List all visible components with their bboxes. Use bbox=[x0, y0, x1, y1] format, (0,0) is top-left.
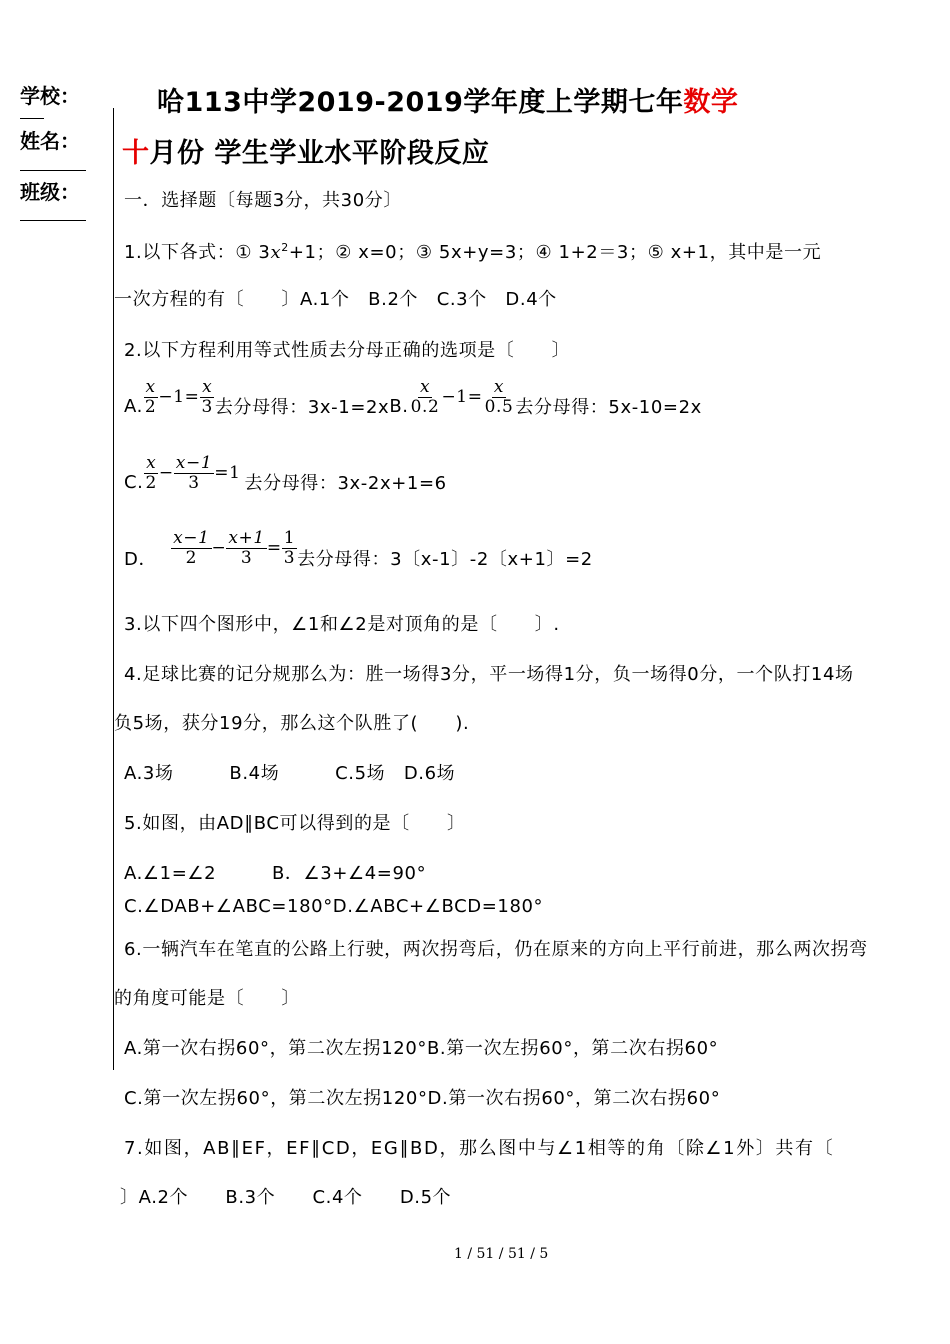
q2-b-mid: −1= bbox=[441, 387, 483, 407]
q2-c-frac1: $\frac{x}{2}$ bbox=[145, 452, 157, 493]
q1-line1 bbox=[124, 238, 821, 264]
q5-stem: 5.如图，由AD∥BC可以得到的是〔 〕 bbox=[124, 813, 466, 834]
q2-b-label: B. bbox=[389, 395, 409, 417]
q6-line1: 6.一辆汽车在笔直的公路上行驶，两次拐弯后，仍在原来的方向上平行前进，那么两次拐弯 bbox=[124, 939, 868, 960]
q2-d-frac1: $\frac{x-1}{2}$ bbox=[173, 527, 210, 568]
school-underline bbox=[20, 118, 44, 119]
q2-d-frac2: $\frac{x+1}{3}$ bbox=[228, 527, 265, 568]
q1-exponent: 2 bbox=[281, 241, 289, 254]
q2-d-eq: = bbox=[266, 538, 282, 558]
q4-options: A.3场 B.4场 C.5场 D.6场 bbox=[124, 763, 456, 784]
q2-c-mid: − bbox=[158, 463, 174, 483]
title-text-2: 月份 学生学业水平阶段反应 bbox=[149, 138, 490, 169]
page-number: 1 / 51 / 51 / 5 bbox=[454, 1246, 549, 1262]
q5-options-ab: A.∠1=∠2 B．∠3+∠4=90° bbox=[124, 863, 427, 884]
q6-options-ab: A.第一次右拐60°，第二次左拐120°B.第一次左拐60°，第二次右拐60° bbox=[124, 1038, 719, 1059]
q5-options-cd: C.∠DAB+∠ABC=180°D.∠ABC+∠BCD=180° bbox=[124, 896, 544, 917]
q2-b-frac2: $\frac{x}{0.5}$ bbox=[484, 376, 514, 417]
q2-option-c bbox=[124, 450, 447, 496]
q6-line2: 的角度可能是〔 〕 bbox=[114, 988, 300, 1009]
q2-a-mid: −1= bbox=[158, 387, 200, 407]
name-underline bbox=[20, 170, 86, 171]
q4-line1: 4.足球比赛的记分规那么为：胜一场得3分，平一场得1分，负一场得0分，一个队打14场 bbox=[124, 664, 854, 685]
q2-b-text: 去分母得：5x-10=2x bbox=[515, 397, 702, 418]
q2-a-frac1: $\frac{x}{2}$ bbox=[144, 376, 157, 417]
q2-c-label: C. bbox=[124, 471, 144, 493]
q2-stem: 2.以下方程利用等式性质去分母正确的选项是〔 〕 bbox=[124, 340, 571, 361]
q1-prefix: 1.以下各式：① 3 bbox=[124, 242, 271, 263]
q2-d-label: D． bbox=[124, 549, 158, 570]
q7-line1: 7.如图，AB∥EF，EF∥CD，EG∥BD，那么图中与∠1相等的角〔除∠1外〕共有〔 bbox=[124, 1138, 835, 1159]
school-label: 学校： bbox=[20, 84, 80, 108]
page-title-line2 bbox=[122, 131, 489, 170]
q3-text: 3.以下四个图形中，∠1和∠2是对顶角的是〔 〕. bbox=[124, 614, 560, 635]
q7-line2: 〕A.2个 B.3个 C.4个 D.5个 bbox=[120, 1187, 452, 1208]
q2-c-text: 去分母得：3x-2x+1=6 bbox=[244, 473, 447, 494]
name-label: 姓名： bbox=[20, 129, 80, 153]
q2-d-text: 去分母得：3〔x-1〕-2〔x+1〕=2 bbox=[297, 549, 593, 570]
q2-d-mid: − bbox=[211, 538, 227, 558]
q2-a-frac2: $\frac{x}{3}$ bbox=[201, 376, 213, 417]
q2-option-d bbox=[124, 524, 593, 572]
title-subject: 数学 bbox=[683, 87, 739, 118]
q6-options-cd: C.第一次左拐60°，第二次左拐120°D.第一次右拐60°，第二次右拐60° bbox=[124, 1088, 721, 1109]
margin-line bbox=[113, 108, 114, 1070]
class-underline bbox=[20, 220, 86, 221]
page-title-line1 bbox=[157, 80, 738, 119]
q2-c-eq: =1 bbox=[214, 463, 241, 483]
title-month-prefix: 十 bbox=[122, 138, 150, 169]
q2-a-text: 去分母得：3x-1=2x bbox=[214, 397, 390, 418]
q2-c-frac2: $\frac{x-1}{3}$ bbox=[175, 452, 213, 493]
q2-d-frac3: $\frac{1}{3}$ bbox=[283, 527, 296, 568]
q1-rest: +1；② x=0；③ 5x+y=3；④ 1+2＝3；⑤ x+1，其中是一元 bbox=[288, 242, 822, 263]
q2-a-label: A. bbox=[124, 395, 143, 417]
q2-b-frac1: $\frac{x}{0.2}$ bbox=[410, 376, 440, 417]
q1-line2: 一次方程的有〔 〕A.1个 B.2个 C.3个 D.4个 bbox=[114, 289, 557, 310]
section-heading: 一．选择题〔每题3分，共30分〕 bbox=[124, 190, 402, 211]
q2-options-ab bbox=[124, 374, 702, 420]
class-label: 班级： bbox=[20, 180, 80, 204]
title-text-1: 哈113中学2019-2019学年度上学期七年 bbox=[157, 87, 684, 118]
q1-var: x bbox=[270, 242, 282, 263]
q4-line2: 负5场，获分19分，那么这个队胜了( ). bbox=[114, 713, 470, 734]
